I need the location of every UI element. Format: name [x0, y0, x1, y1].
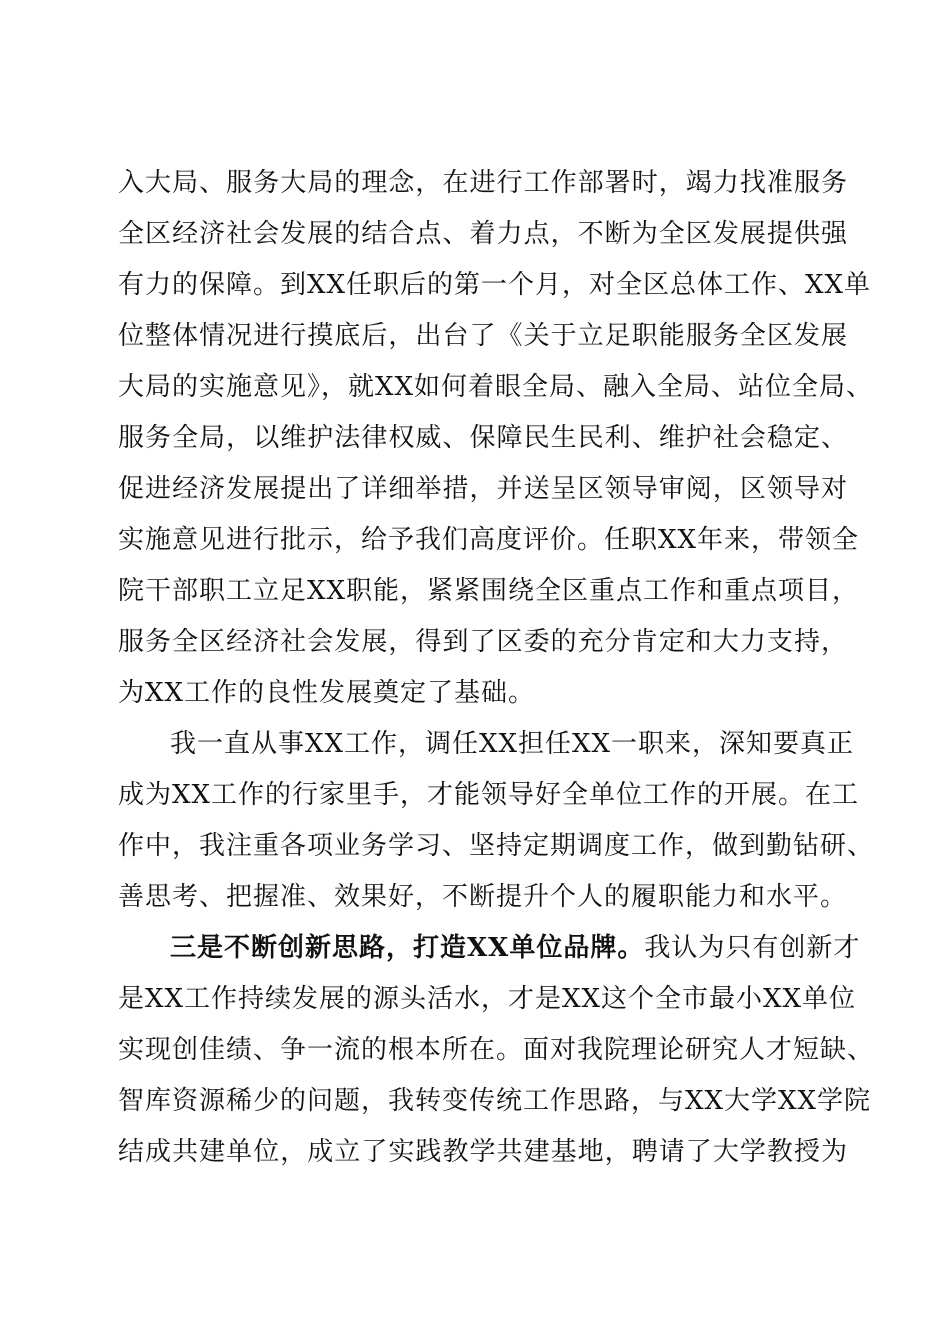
text-line: 善思考、把握准、效果好，不断提升个人的履职能力和水平。 [118, 882, 848, 912]
heading-continuation: 我认为只有创新才 [644, 933, 861, 963]
text-line: 大局的实施意见》，就XX如何着眼全局、融入全局、站位全局、 [118, 372, 874, 402]
text-line: 促进经济发展提出了详细举措，并送呈区领导审阅，区领导对 [118, 474, 848, 504]
text-line: 是XX工作持续发展的源头活水，才是XX这个全市最小XX单位 [118, 984, 857, 1014]
text-line: 服务全区经济社会发展，得到了区委的充分肯定和大力支持， [118, 627, 848, 657]
text-line: 实施意见进行批示，给予我们高度评价。任职XX年来，带领全 [118, 525, 860, 555]
text-line: 位整体情况进行摸底后，出台了《关于立足职能服务全区发展 [118, 321, 848, 351]
text-line: 作中，我注重各项业务学习、坚持定期调度工作，做到勤钻研、 [118, 831, 875, 861]
text-line: 成为XX工作的行家里手，才能领导好全单位工作的开展。在工 [118, 780, 860, 810]
document-body [118, 158, 875, 1178]
text-line: 智库资源稀少的问题，我转变传统工作思路，与XX大学XX学院 [118, 1086, 872, 1116]
paragraph-1 [118, 158, 874, 719]
text-line: 实现创佳绩、争一流的根本所在。面对我院理论研究人才短缺、 [118, 1035, 875, 1065]
text-line: 全区经济社会发展的结合点、着力点，不断为全区发展提供强 [118, 219, 848, 249]
text-line: 有力的保障。到XX任职后的第一个月，对全区总体工作、XX单 [118, 270, 872, 300]
text-line: 结成共建单位，成立了实践教学共建基地，聘请了大学教授为 [118, 1137, 848, 1167]
text-line: 服务全局，以维护法律权威、保障民生民利、维护社会稳定、 [118, 423, 848, 453]
paragraph-heading: 三是不断创新思路，打造XX单位品牌。 [170, 933, 645, 963]
text-line [118, 923, 861, 974]
text-line: 院干部职工立足XX职能，紧紧围绕全区重点工作和重点项目， [118, 576, 860, 606]
text-line: 入大局、服务大局的理念，在进行工作部署时，竭力找准服务 [118, 168, 848, 198]
text-line: 我一直从事XX工作，调任XX担任XX一职来，深知要真正 [170, 729, 855, 759]
paragraph-2 [118, 719, 875, 923]
text-line: 为XX工作的良性发展奠定了基础。 [118, 678, 536, 708]
paragraph-3 [118, 923, 875, 1178]
